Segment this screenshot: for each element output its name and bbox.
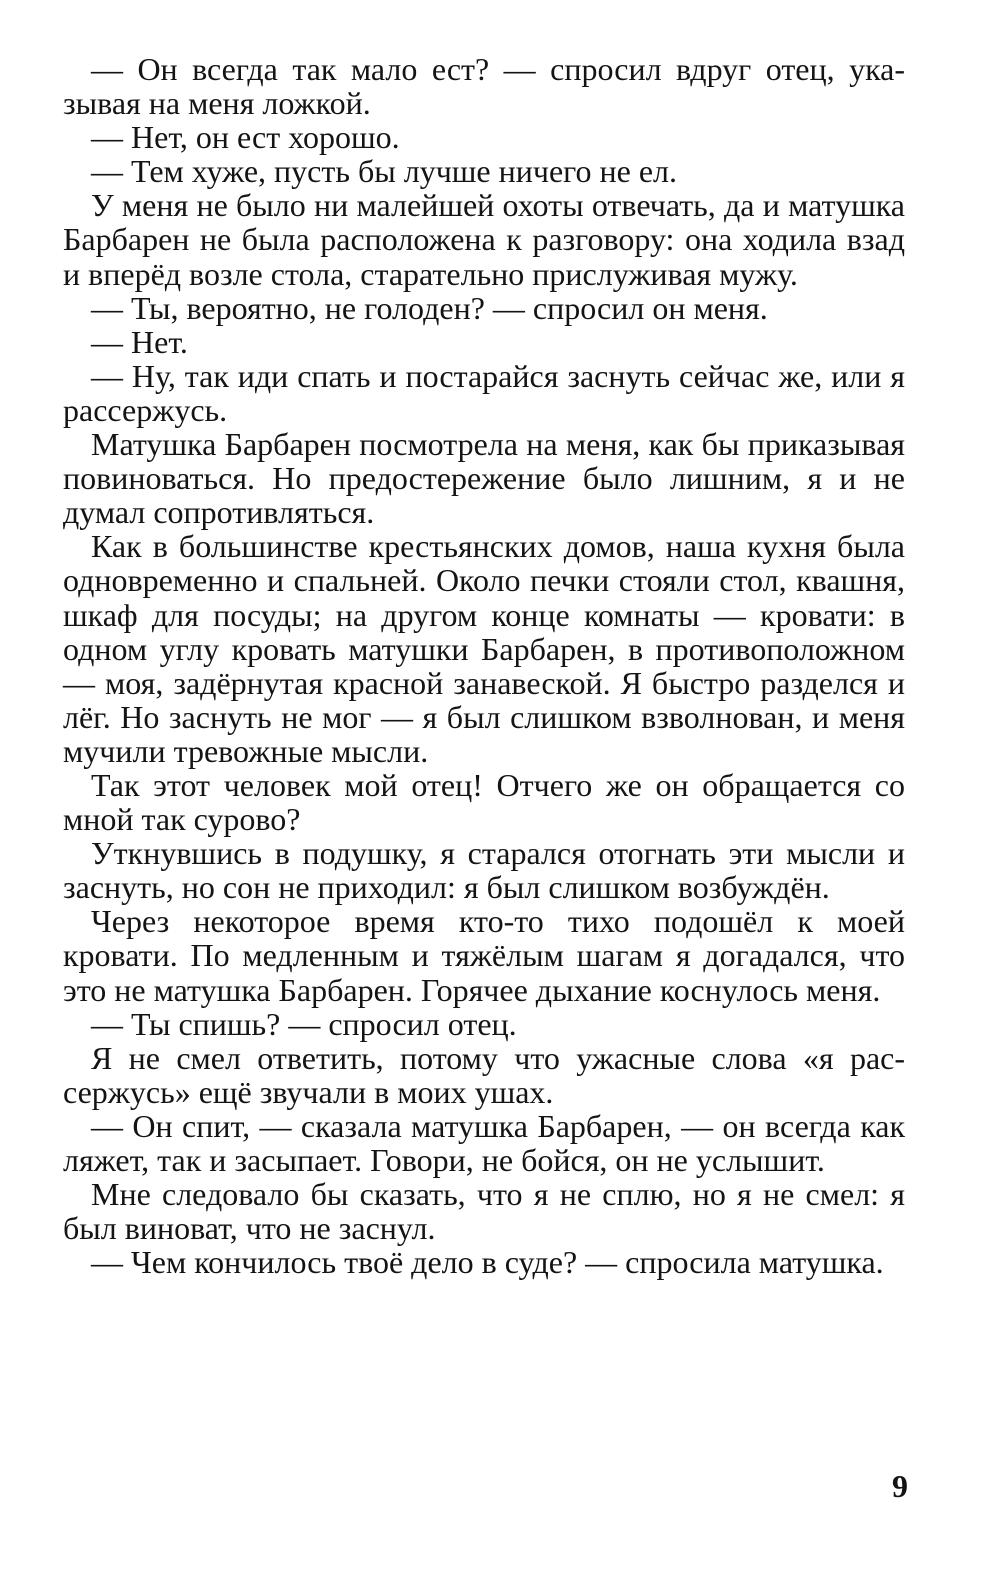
paragraph: Так этот человек мой отец! Отчего же он обращается со мной так сурово? bbox=[63, 766, 905, 838]
paragraph: Матушка Барбарен посмотрела на меня, как бы приказывая повиноваться. Но предостережение было лишним, я и не думал сопротивляться. bbox=[63, 426, 905, 531]
page-number: 9 bbox=[892, 1468, 908, 1504]
paragraph: — Ты спишь? — спросил отец. bbox=[91, 1005, 517, 1042]
paragraph: Уткнувшись в подушку, я старался отогнать эти мысли и заснуть, но сон не приходил: я был слишком возбуждён. bbox=[63, 835, 905, 906]
paragraph: — Нет, он ест хорошо. bbox=[91, 119, 400, 156]
paragraph: — Он всегда так мало ест? — спросил вдруг отец, указывая на меня ложкой. bbox=[63, 51, 905, 122]
paragraph: — Ты, вероятно, не голоден? — спросил он меня. bbox=[91, 289, 768, 326]
paragraph: Я не смел ответить, потому что ужасные слова «я рассержусь» ещё звучали в моих ушах. bbox=[63, 1039, 905, 1110]
paragraph: Мне следовало бы сказать, что я не сплю, но я не смел: я был виноват, что не заснул. bbox=[63, 1176, 905, 1247]
paragraph: Через некоторое время кто-то тихо подошёл к моей кровати. По медленным и тяжёлым шагам я догадался, что это не матушка Барбарен. Горячее дыхание коснулось меня. bbox=[63, 903, 905, 1008]
paragraph: У меня не было ни малейшей охоты отвечать, да и матушка Барбарен не была расположена к разговору: она ходила взад и вперёд возле стола, старательно прислуживая мужу. bbox=[63, 187, 905, 292]
paragraph: — Нет. bbox=[91, 323, 188, 360]
paragraph: — Чем кончилось твоё дело в суде? — спросила матушка. bbox=[91, 1244, 884, 1281]
paragraph: — Тем хуже, пусть бы лучше ничего не ел. bbox=[91, 153, 677, 190]
paragraph: — Он спит, — сказала матушка Барбарен, — он всегда как ляжет, так и засыпает. Говори, не бойся, он не услышит. bbox=[63, 1107, 905, 1178]
paragraph: — Ну, так иди спать и постарайся заснуть сейчас же, или я рассержусь. bbox=[63, 357, 905, 428]
paragraph: Как в большинстве крестьянских домов, наша кухня была одновременно и спальней. Около печки стояли стол, квашня, шкаф для посуды; на другом конце комнаты — кровати: в одном углу кровать матушки Барбарен, в противоположном — моя, задёрнутая красной занавеской. Я быстро разделся и лёг. Но заснуть не мог — я был слишком взволнован, и меня мучили тревожные мысли. bbox=[63, 528, 905, 769]
body-text bbox=[63, 52, 905, 1279]
